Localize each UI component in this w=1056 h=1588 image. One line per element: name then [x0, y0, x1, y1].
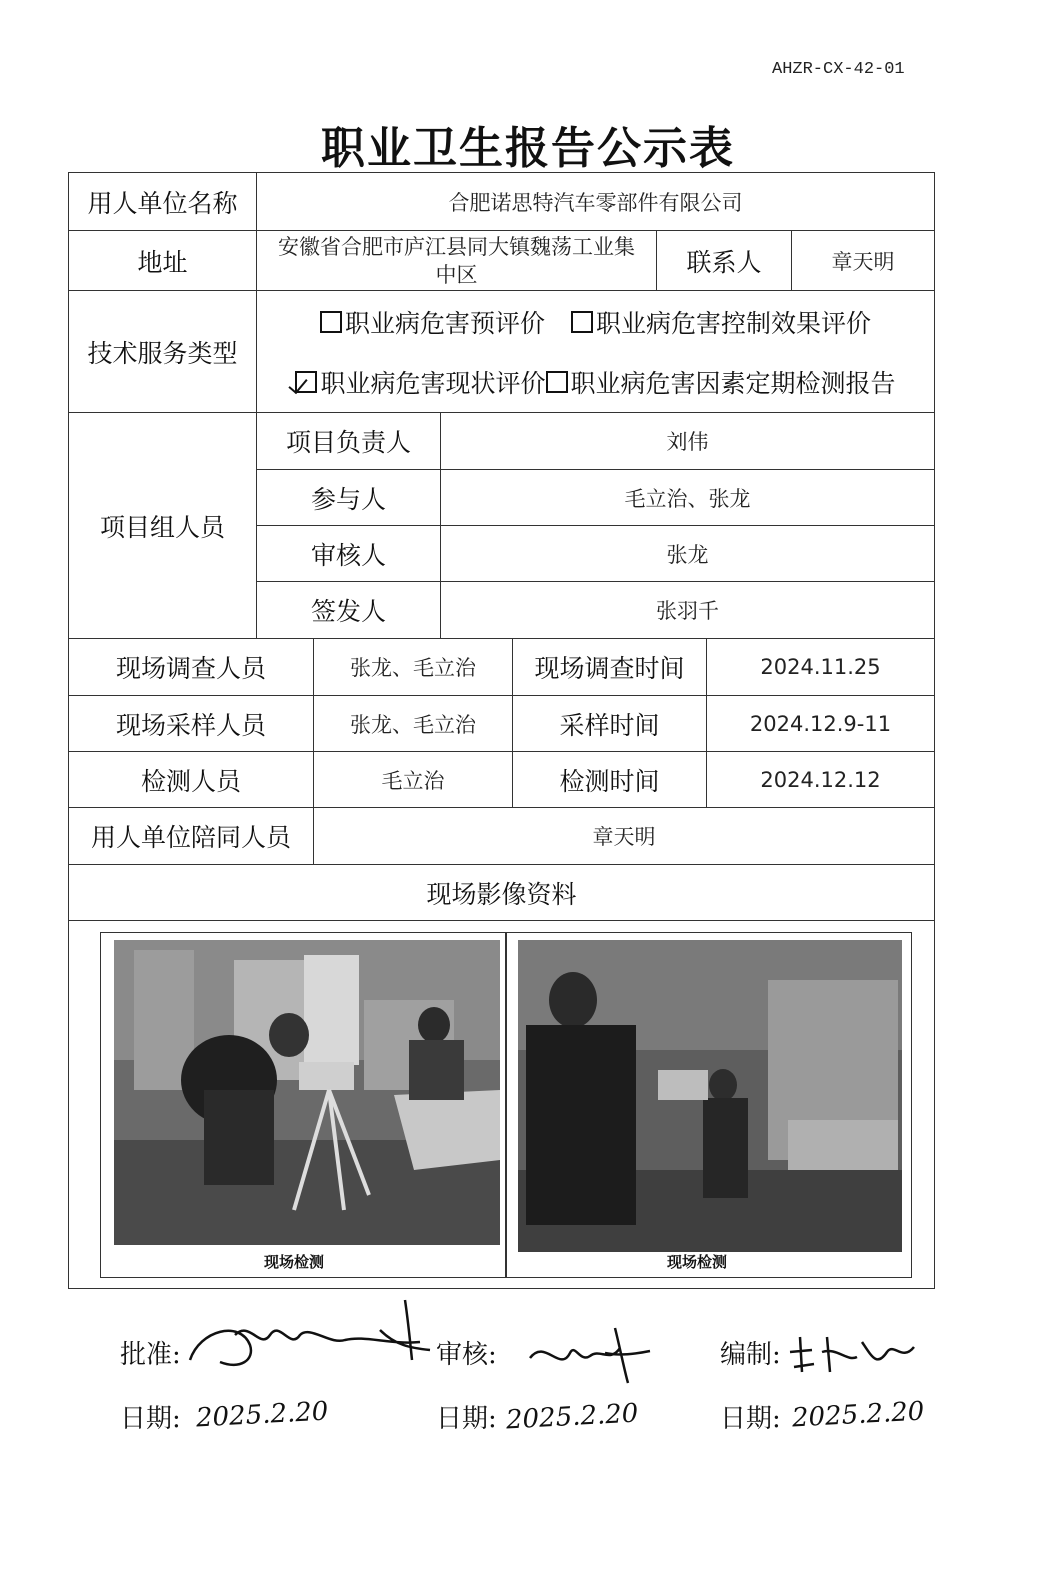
photo-2-caption: 现场检测 — [667, 1253, 728, 1271]
prepare-signature — [782, 1322, 922, 1382]
approve-signature — [180, 1290, 440, 1380]
contact-label: 联系人 — [657, 231, 792, 291]
date-value-2: 2025.2.20 — [505, 1398, 640, 1436]
team-role-participant: 参与人 — [257, 470, 441, 526]
survey-staff-label: 现场调查人员 — [69, 639, 314, 696]
employer-value: 合肥诺思特汽车零部件有限公司 — [257, 173, 935, 231]
accompany-label: 用人单位陪同人员 — [69, 808, 314, 865]
employer-label: 用人单位名称 — [69, 173, 257, 231]
testing-time-label: 检测时间 — [513, 752, 707, 808]
accompany-value: 章天明 — [314, 808, 935, 865]
site-photo-2-image — [518, 940, 902, 1252]
team-name-issuer: 张羽千 — [441, 582, 935, 639]
team-name-lead: 刘伟 — [441, 413, 935, 470]
option-control-effect: 职业病危害控制效果评价 — [596, 308, 872, 338]
testing-time-value: 2024.12.12 — [707, 752, 935, 808]
address-value — [257, 231, 657, 291]
service-type-options — [257, 291, 935, 413]
review-label: 审核: — [436, 1340, 497, 1370]
address-line-1: 安徽省合肥市庐江县同大镇魏荡工业集 — [278, 234, 635, 259]
team-role-reviewer: 审核人 — [257, 526, 441, 582]
team-role-issuer: 签发人 — [257, 582, 441, 639]
service-type-label: 技术服务类型 — [69, 291, 257, 413]
date-label-1: 日期: — [120, 1404, 181, 1434]
date-value-3: 2025.2.20 — [791, 1396, 926, 1434]
site-photo-2 — [518, 940, 902, 1252]
photo-frame — [100, 932, 912, 1278]
checkbox-pre-evaluation[interactable] — [320, 311, 342, 333]
team-role-lead: 项目负责人 — [257, 413, 441, 470]
sampling-time-label: 采样时间 — [513, 696, 707, 752]
option-pre-evaluation: 职业病危害预评价 — [344, 308, 545, 338]
sampling-staff-value: 张龙、毛立治 — [314, 696, 513, 752]
images-section-label: 现场影像资料 — [69, 865, 935, 921]
option-periodic-testing: 职业病危害因素定期检测报告 — [570, 368, 896, 398]
site-photo-1 — [114, 940, 500, 1245]
document-number: AHZR-CX-42-01 — [772, 60, 905, 79]
date-label-3: 日期: — [720, 1404, 781, 1434]
checkbox-status-evaluation[interactable] — [295, 371, 317, 393]
review-signature — [520, 1318, 660, 1388]
checkbox-periodic-testing[interactable] — [546, 371, 568, 393]
address-line-2: 中区 — [435, 262, 478, 287]
checkbox-control-effect[interactable] — [571, 311, 593, 333]
approve-label: 批准: — [120, 1340, 181, 1370]
service-options-line-1 — [320, 292, 871, 352]
testing-staff-label: 检测人员 — [69, 752, 314, 808]
page-title: 职业卫生报告公示表 — [321, 123, 735, 174]
photo-1-caption: 现场检测 — [264, 1253, 325, 1271]
service-options-line-2 — [295, 352, 895, 412]
survey-staff-value: 张龙、毛立治 — [314, 639, 513, 696]
date-label-2: 日期: — [436, 1404, 497, 1434]
contact-value: 章天明 — [792, 231, 935, 291]
survey-time-label: 现场调查时间 — [513, 639, 707, 696]
testing-staff-value: 毛立治 — [314, 752, 513, 808]
team-name-reviewer: 张龙 — [441, 526, 935, 582]
team-name-participant: 毛立治、张龙 — [441, 470, 935, 526]
address-label: 地址 — [69, 231, 257, 291]
photo-divider — [505, 933, 507, 1277]
option-status-evaluation: 职业病危害现状评价 — [320, 368, 546, 398]
date-value-1: 2025.2.20 — [195, 1396, 330, 1434]
site-photo-1-image — [114, 940, 500, 1245]
team-rows — [257, 413, 935, 639]
prepare-label: 编制: — [720, 1340, 781, 1370]
sampling-time-value: 2024.12.9-11 — [707, 696, 935, 752]
team-label: 项目组人员 — [69, 413, 257, 639]
sampling-staff-label: 现场采样人员 — [69, 696, 314, 752]
survey-time-value: 2024.11.25 — [707, 639, 935, 696]
